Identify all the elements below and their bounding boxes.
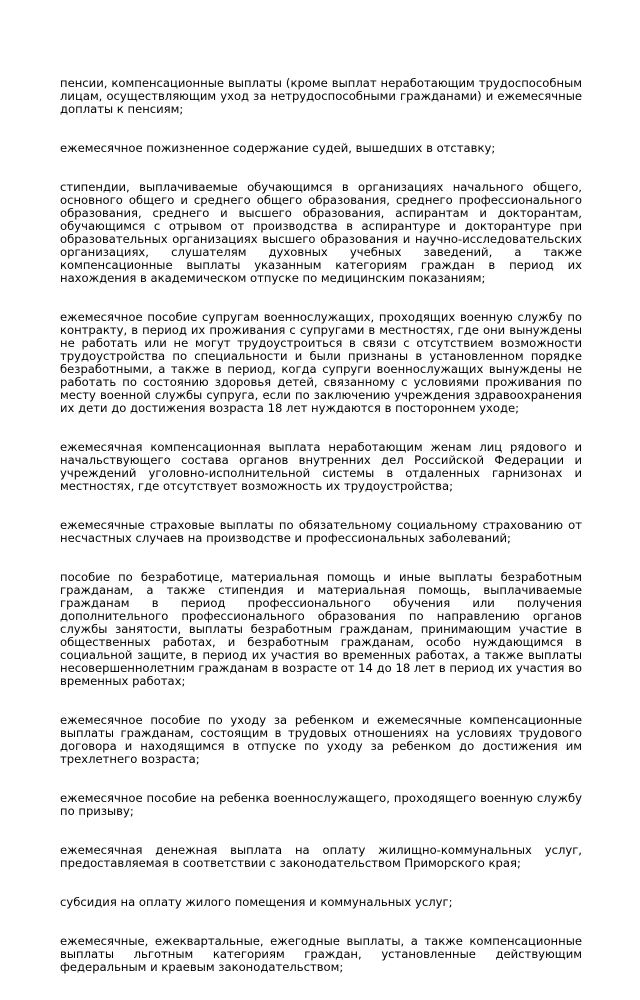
paragraph-childcare-allowance: ежемесячное пособие по уходу за ребенком и ежемесячные компенсационные выплаты гражданам, состоящим в трудовых отношениях на условиях трудового договора и находящимся в отпуске по уходу за ребенком до достижения им трехлетнего возраста; (60, 713, 582, 766)
paragraph-conscript-child-allowance: ежемесячное пособие на ребенка военнослужащего, проходящего военную службу по призыву; (60, 791, 582, 818)
paragraph-internal-affairs-wives-compensation: ежемесячная компенсационная выплата неработающим женам лиц рядового и начальствующего состава органов внутренних дел Российской Федерации и учреждений уголовно-исполнительной системы в отдаленных гарнизонах и местностях, где отсутствует возможность их трудоустройства; (60, 440, 582, 493)
paragraph-privileged-category-payments: ежемесячные, ежеквартальные, ежегодные выплаты, а также компенсационные выплаты льготным категориям граждан, установленные действующим федеральным и краевым законодательством; (60, 934, 582, 974)
paragraph-judges-allowance: ежемесячное пожизненное содержание судей, вышедших в отставку; (60, 141, 496, 155)
document-page (60, 77, 582, 1000)
paragraph-stipends: стипендии, выплачиваемые обучающимся в организациях начального общего, основного общего и среднего общего образования, среднего профессионального образования, среднего и высшего образования, аспирантам и докторантам, обучающимся с отрывом от производства в аспирантуре и докторантуре при образовательных организациях высшего образования и научно-исследовательских организациях, слушателям духовных учебных заведений, а также компенсационные выплаты указанным категориям граждан в период их нахождения в академическом отпуске по медицинским показаниям; (60, 180, 582, 285)
paragraph-housing-subsidy: субсидия на оплату жилого помещения и коммунальных услуг; (60, 895, 453, 909)
paragraph-housing-utility-payment: ежемесячная денежная выплата на оплату жилищно-коммунальных услуг, предоставляемая в соответствии с законодательством Приморского края; (60, 843, 582, 870)
paragraph-insurance-payments: ежемесячные страховые выплаты по обязательному социальному страхованию от несчастных случаев на производстве и профессиональных заболеваний; (60, 518, 582, 545)
paragraph-military-spouses-allowance: ежемесячное пособие супругам военнослужащих, проходящих военную службу по контракту, в период их проживания с супругами в местностях, где они вынуждены не работать или не могут трудоустроиться в связи с отсутствием возможности трудоустройства по специальности и были признаны в установленном порядке безработными, а также в период, когда супруги военнослужащих вынуждены не работать по состоянию здоровья детей, связанному с условиями проживания по месту военной службы супруга, если по заключению учреждения здравоохранения их дети до достижения возраста 18 лет нуждаются в постороннем уходе; (60, 310, 582, 415)
paragraph-pensions: пенсии, компенсационные выплаты (кроме выплат неработающим трудоспособным лицам, осуществляющим уход за нетрудоспособными гражданами) и ежемесячные доплаты к пенсиям; (60, 76, 582, 116)
paragraph-unemployment-benefits: пособие по безработице, материальная помощь и иные выплаты безработным гражданам, а также стипендия и материальная помощь, выплачиваемые гражданам в период профессионального обучения или получения дополнительного профессионального образования по направлению органов службы занятости, выплаты безработным гражданам, принимающим участие в общественных работах, и безработным гражданам, особо нуждающимся в социальной защите, в период их участия во временных работах, а также выплаты несовершеннолетним гражданам в возрасте от 14 до 18 лет в период их участия во временных работах; (60, 570, 582, 688)
